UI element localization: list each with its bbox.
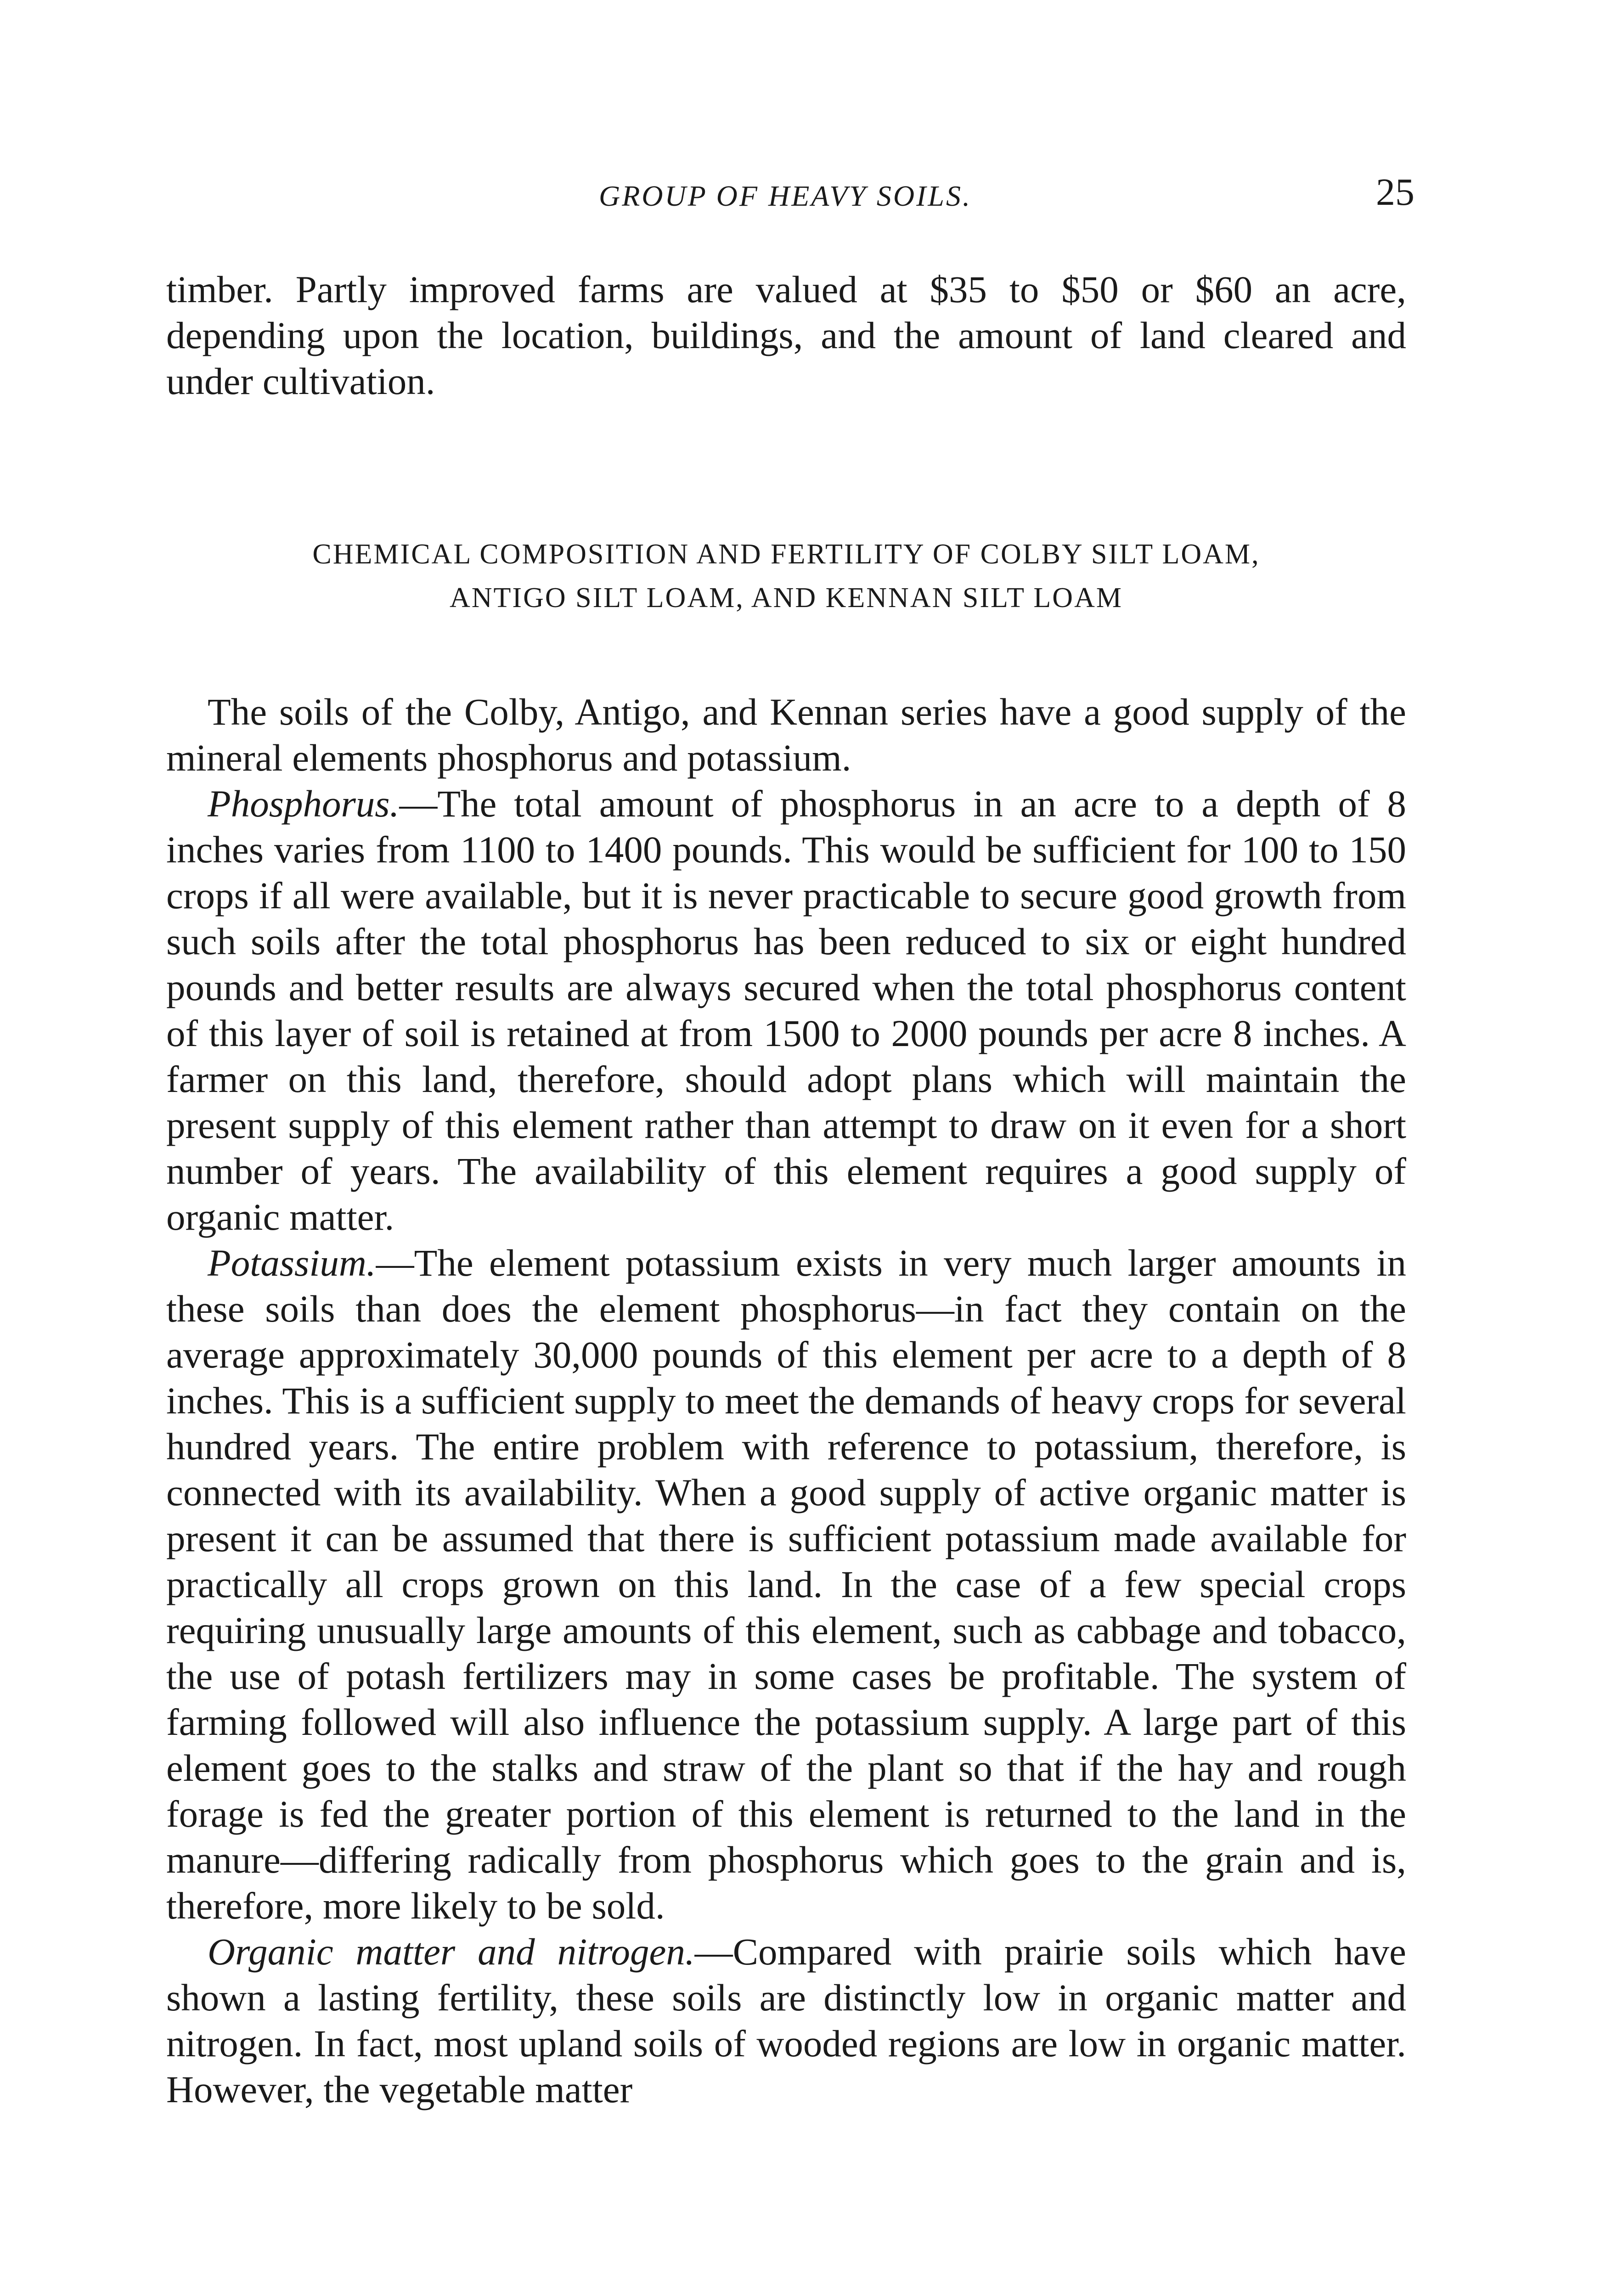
- page-number: 25: [1376, 171, 1414, 214]
- intro-block: [166, 266, 1406, 404]
- potassium-text: —The element potassium exists in very much larger amounts in these soils than does the element phosphorus—in fact they contain on the average approximately 30,000 pounds of this element per acre to a depth of 8 inches. This is a sufficient supply to meet the demands of heavy crops for several hundred years. The entire problem with reference to potassium, therefore, is connected with its availability. When a good supply of active organic matter is present it can be assumed that there is sufficient potassium made available for practically all crops grown on this land. In the case of a few special crops requiring unusually large amounts of this element, such as cabbage and tobacco, the use of potash fertilizers may in some cases be profitable. The system of farming followed will also influence the potassium supply. A large part of this element goes to the stalks and straw of the plant so that if the hay and rough forage is fed the greater portion of this element is returned to the land in the manure—differing radically from phosphorus which goes to the grain and is, therefore, more likely to be sold.: [166, 1242, 1406, 1927]
- potassium-paragraph: [166, 1240, 1406, 1929]
- section-heading-line-2: ANTIGO SILT LOAM, AND KENNAN SILT LOAM: [450, 582, 1123, 613]
- organic-matter-run-in: Organic matter and nitrogen.: [208, 1930, 695, 1973]
- section-heading-line-1: CHEMICAL COMPOSITION AND FERTILITY OF COLBY SILT LOAM,: [312, 539, 1260, 570]
- phosphorus-text: —The total amount of phosphorus in an acre to a depth of 8 inches varies from 1100 to 1400 pounds. This would be sufficient for 100 to 150 crops if all were available, but it is never practicable to secure good growth from such soils after the total phosphorus has been reduced to six or eight hundred pounds and better results are always secured when the total phosphorus content of this layer of soil is retained at from 1500 to 2000 pounds per acre 8 inches. A farmer on this land, therefore, should adopt plans which will maintain the present supply of this element rather than attempt to draw on it even for a short number of years. The availability of this element requires a good supply of organic matter.: [166, 782, 1406, 1238]
- running-head: [165, 170, 1414, 225]
- potassium-run-in: Potassium.: [208, 1242, 376, 1284]
- intro-paragraph: timber. Partly improved farms are valued at $35 to $50 or $60 an acre, depending upon the location, buildings, and the amount of land cleared and under cultivation.: [166, 268, 1406, 402]
- opening-paragraph: The soils of the Colby, Antigo, and Kennan series have a good supply of the mineral elements phosphorus and potassium.: [166, 691, 1406, 779]
- phosphorus-run-in: Phosphorus.: [208, 782, 400, 825]
- section-heading: [166, 533, 1406, 620]
- organic-matter-text: —Compared with prairie soils which have shown a lasting fertility, these soils are distinctly low in organic matter and nitrogen. In fact, most upland soils of wooded regions are low in organic matter. However, the vegetable matter: [166, 1930, 1406, 2110]
- body-text: [166, 689, 1406, 2112]
- organic-matter-paragraph: [166, 1929, 1406, 2112]
- running-title: GROUP OF HEAVY SOILS.: [598, 180, 972, 212]
- phosphorus-paragraph: [166, 781, 1406, 1240]
